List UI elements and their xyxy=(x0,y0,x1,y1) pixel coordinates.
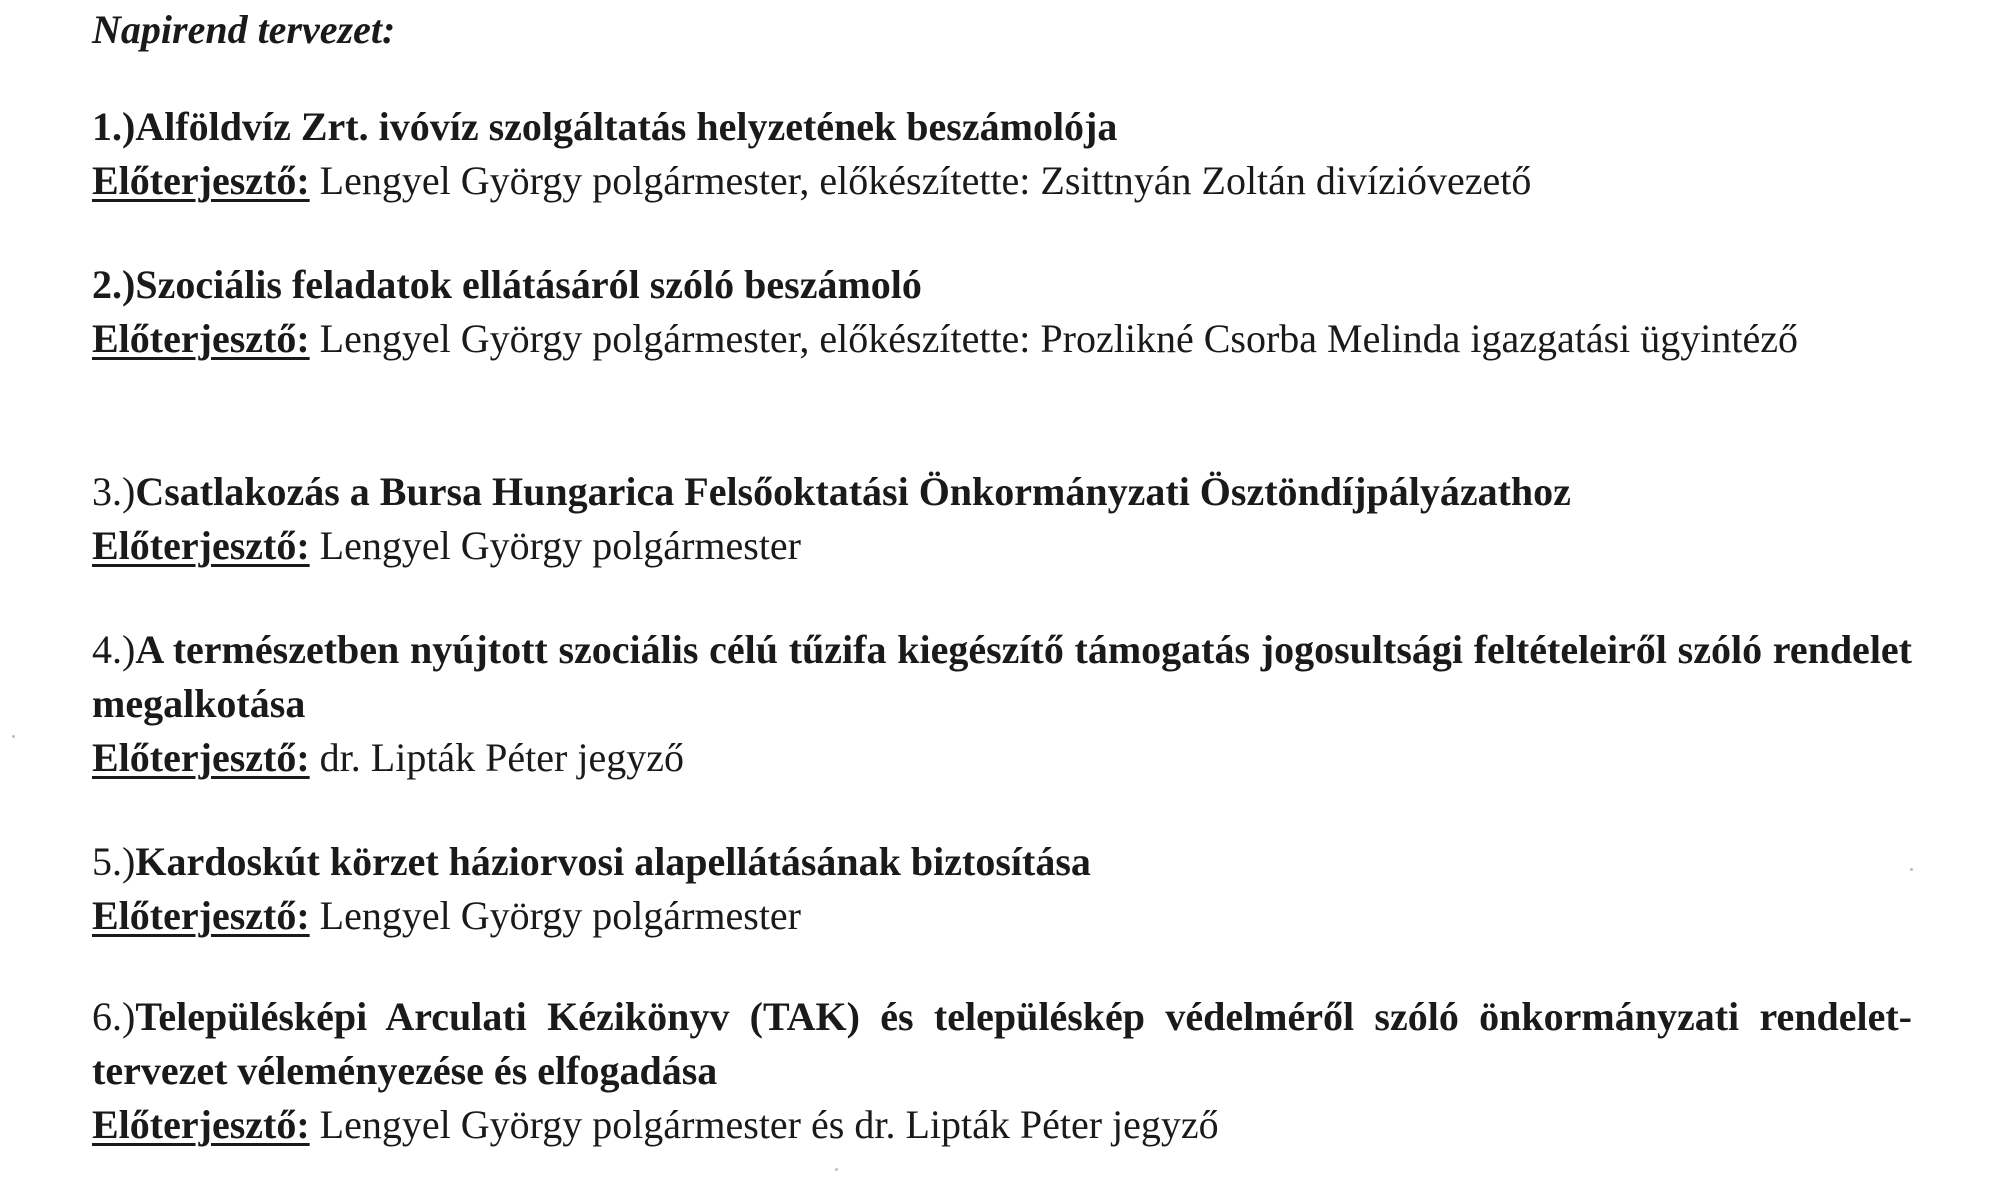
agenda-heading: Napirend tervezet: xyxy=(92,7,396,52)
agenda-item-presenter: Lengyel György polgármester xyxy=(319,893,802,938)
agenda-item-presenter-line xyxy=(92,312,1912,366)
agenda-item-number: 2.) xyxy=(92,262,136,307)
presenter-label: Előterjesztő: xyxy=(92,735,310,780)
agenda-item-title: Alföldvíz Zrt. ivóvíz szolgáltatás helyzetének beszámolója xyxy=(135,104,1118,149)
agenda-item-title-line xyxy=(92,465,1912,519)
presenter-label: Előterjesztő: xyxy=(92,158,310,203)
agenda-item-number: 3.) xyxy=(92,469,136,514)
agenda-item-presenter-line xyxy=(92,519,1912,573)
agenda-item-title-line xyxy=(92,258,1912,312)
presenter-label: Előterjesztő: xyxy=(92,893,310,938)
agenda-item-presenter: Lengyel György polgármester, előkészítette: Prozlikné Csorba Melinda igazgatási ügyintéző xyxy=(319,316,1798,361)
agenda-item-title: Csatlakozás a Bursa Hungarica Felsőoktatási Önkormányzati Ösztöndíjpályázathoz xyxy=(135,469,1571,514)
agenda-item-number: 4.) xyxy=(92,627,136,672)
scan-speck xyxy=(12,735,15,738)
agenda-item-title: Szociális feladatok ellátásáról szóló beszámoló xyxy=(135,262,922,307)
agenda-item-title: A természetben nyújtott szociális célú tűzifa kiegészítő támogatás jogosultsági feltételeiről szóló rendelet megalkotása xyxy=(92,627,1912,726)
scan-speck xyxy=(835,1168,838,1171)
agenda-item-presenter: Lengyel György polgármester, előkészítette: Zsittnyán Zoltán divízióvezető xyxy=(319,158,1532,203)
agenda-item-title-line xyxy=(92,990,1912,1098)
agenda-item-title: Kardoskút körzet háziorvosi alapellátásának biztosítása xyxy=(135,839,1091,884)
agenda-item xyxy=(92,990,1912,1152)
agenda-item-title: Településképi Arculati Kézikönyv (TAK) és településkép védelméről szóló önkormányzati rendelet-tervezet véleményezése és elfogadása xyxy=(92,994,1912,1093)
agenda-item-presenter: Lengyel György polgármester xyxy=(319,523,802,568)
agenda-item-presenter-line xyxy=(92,1098,1912,1152)
presenter-label: Előterjesztő: xyxy=(92,316,310,361)
agenda-item-number: 5.) xyxy=(92,839,136,884)
agenda-item-presenter-line xyxy=(92,731,1912,785)
agenda-item-presenter: dr. Lipták Péter jegyző xyxy=(319,735,684,780)
agenda-item xyxy=(92,465,1912,573)
agenda-item-presenter-line xyxy=(92,154,1912,208)
agenda-item xyxy=(92,258,1912,366)
presenter-label: Előterjesztő: xyxy=(92,523,310,568)
presenter-label: Előterjesztő: xyxy=(92,1102,310,1147)
agenda-item-title-line xyxy=(92,100,1912,154)
agenda-item xyxy=(92,100,1912,208)
agenda-item xyxy=(92,623,1912,785)
agenda-item xyxy=(92,835,1912,943)
agenda-item-presenter: Lengyel György polgármester és dr. Lipták Péter jegyző xyxy=(319,1102,1219,1147)
agenda-item-title-line xyxy=(92,623,1912,731)
agenda-item-title-line xyxy=(92,835,1912,889)
agenda-item-number: 6.) xyxy=(92,994,136,1039)
agenda-item-presenter-line xyxy=(92,889,1912,943)
scan-speck xyxy=(1910,868,1913,871)
agenda-item-number: 1.) xyxy=(92,104,136,149)
